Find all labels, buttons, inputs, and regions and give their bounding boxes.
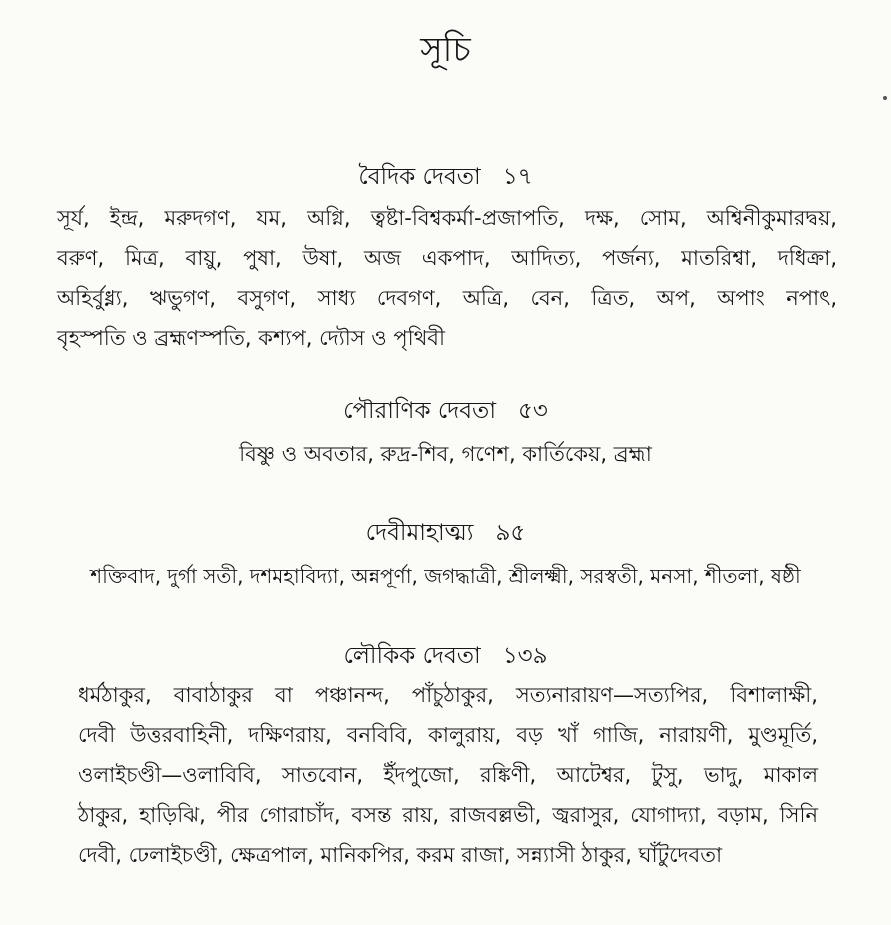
page-title: সূচি [420, 30, 471, 70]
entry-line: শক্তিবাদ, দুর্গা সতী, দশমহাবিদ্যা, অন্নপূর্ণা, জগদ্ধাত্রী, শ্রীলক্ষ্মী, সরস্বতী, মনসা, শীতলা, ষষ্ঠী [90, 564, 801, 588]
section-entries-puranic [0, 434, 891, 474]
section-title: পৌরাণিক দেবতা [343, 398, 496, 424]
section-entries-vedic [57, 198, 837, 358]
entry-line: ধর্মঠাকুর, বাবাঠাকুর বা পঞ্চানন্দ, পাঁচুঠাকুর, সত্যনারায়ণ—সত্যপির, বিশালাক্ষী, [78, 683, 818, 707]
entry-line: ওলাইচণ্ডী—ওলাবিবি, সাতবোন, ইঁদপুজো, রঙ্কিণী, আটেশ্বর, টুসু, ভাদু, মাকাল [78, 763, 818, 787]
entry-line: অহির্বুধ্ন্য, ঋভুগণ, বসুগণ, সাধ্য দেবগণ, অত্রি, বেন, ত্রিত, অপ, অপাং নপাৎ, [57, 286, 837, 310]
section-page-number: ৯৫ [495, 520, 526, 546]
section-entries-devi [0, 556, 891, 596]
entry-line: সূর্য, ইন্দ্র, মরুদগণ, যম, অগ্নি, ত্বষ্টা-বিশ্বকর্মা-প্রজাপতি, দক্ষ, সোম, অশ্বিনীকুমারদ্বয়, [57, 206, 837, 230]
section-page-number: ১৩৯ [502, 643, 548, 669]
section-title: লৌকিক দেবতা [343, 643, 481, 669]
section-heading-puranic [0, 396, 891, 426]
entry-line: বিষ্ণু ও অবতার, রুদ্র-শিব, গণেশ, কার্তিকেয়, ব্রহ্মা [239, 442, 652, 466]
entry-line: বরুণ, মিত্র, বায়ু, পুষা, উষা, অজ একপাদ, আদিত্য, পর্জন্য, মাতরিশ্বা, দধিক্রা, [57, 246, 837, 270]
section-page-number: ৫৩ [518, 398, 548, 424]
entry-line: ঠাকুর, হাড়িঝি, পীর গোরাচাঁদ, বসন্ত রায়, রাজবল্লভী, জ্বরাসুর, যোগাদ্যা, বড়াম, সিনি [78, 803, 818, 827]
section-heading-vedic [0, 162, 891, 192]
ink-speck [883, 96, 887, 100]
entry-line: দেবী, ঢেলাইচণ্ডী, ক্ষেত্রপাল, মানিকপির, করম রাজা, সন্ন্যাসী ঠাকুর, ঘাঁটুদেবতা [78, 843, 723, 867]
section-page-number: ১৭ [502, 164, 533, 190]
section-title: দেবীমাহাত্ম্য [365, 520, 474, 546]
section-heading-devi [0, 518, 891, 548]
section-heading-folk [0, 641, 891, 671]
section-title: বৈদিক দেবতা [358, 164, 481, 190]
section-entries-folk [78, 675, 818, 875]
entry-line: বৃহস্পতি ও ব্রহ্মণস্পতি, কশ্যপ, দ্যৌস ও পৃথিবী [57, 326, 445, 350]
entry-line: দেবী উত্তরবাহিনী, দক্ষিণরায়, বনবিবি, কালুরায়, বড় খাঁ গাজি, নারায়ণী, মুণ্ডমূর্তি, [78, 723, 818, 747]
